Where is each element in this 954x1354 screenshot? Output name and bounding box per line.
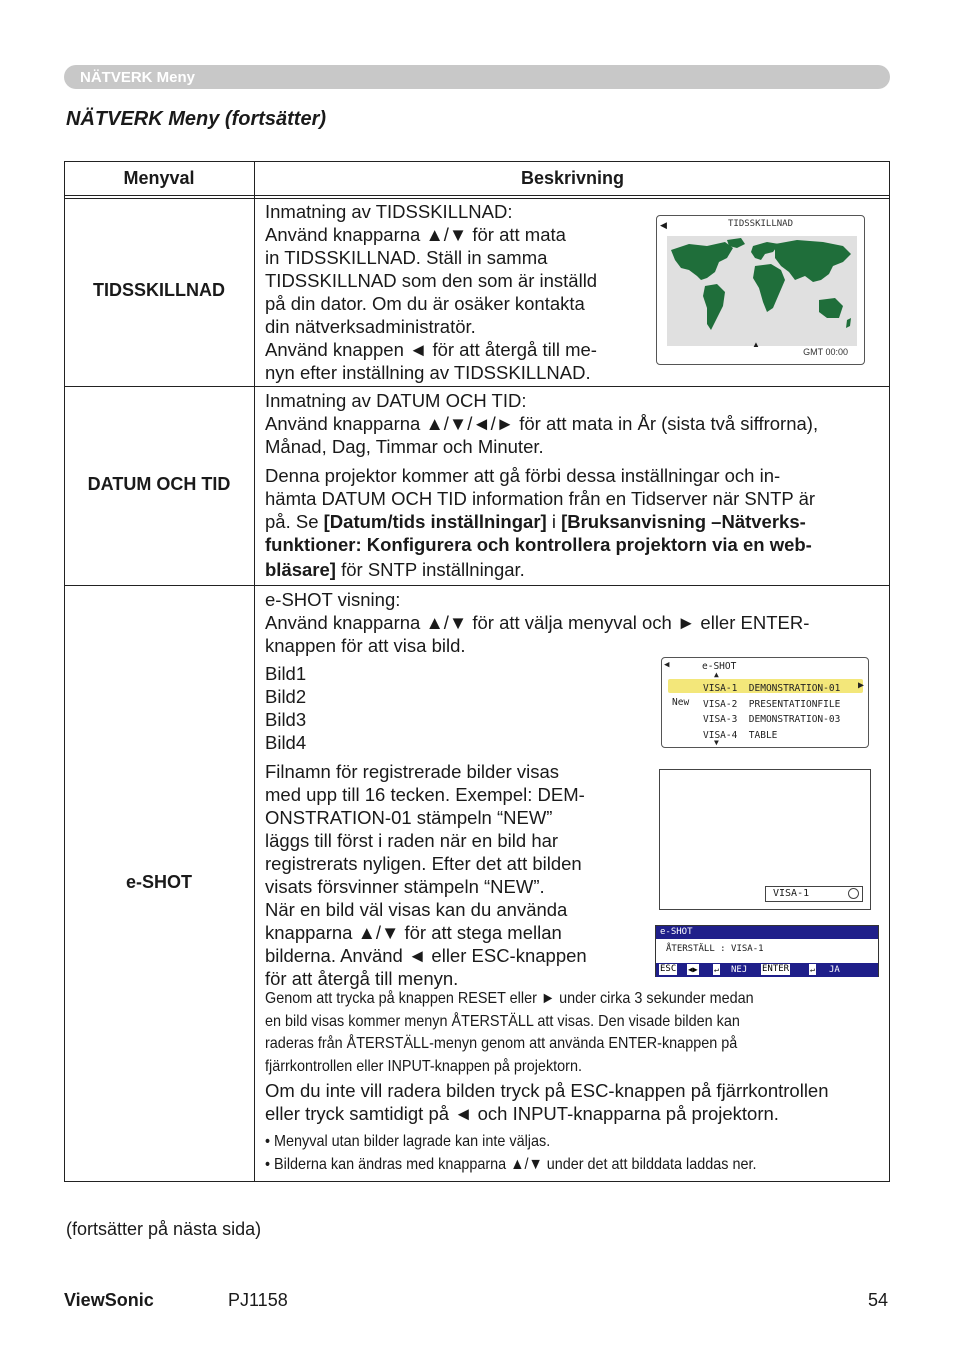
desc-line: Inmatning av TIDSSKILLNAD: [265,201,513,222]
row-item-label: DATUM OCH TID [87,474,231,494]
desc-line: på din dator. Om du är osäker kontakta [265,293,585,314]
desc-line: TIDSSKILLNAD som den som är inställd [265,270,598,291]
desc-line: för att återgå till menyn. [265,968,459,989]
sntp-paragraph [265,464,815,581]
row-description [265,389,818,458]
list-item: Bild4 [265,732,307,753]
continue-note: (fortsätter på nästa sida) [66,1219,262,1239]
desc-line: på. Se [Datum/tids inställningar] i [Bruksanvisning –Nätverks- [265,511,806,532]
desc-line: fjärrkontrollen eller INPUT-knappen på projektorn. [265,1057,582,1075]
row-item-label: e-SHOT [125,872,192,892]
section-header-label: NÄTVERK Meny [80,69,196,86]
reference-manual: [Bruksanvisning –Nätverks- [561,511,806,532]
desc-line: ONSTRATION-01 stämpeln “NEW” [265,807,553,828]
yes-button[interactable]: JA [829,965,840,975]
eshot-menu-osd [661,657,869,748]
down-arrow-icon: ▼ [714,738,719,747]
image-list [265,662,306,754]
enter-icon: ↵ [714,965,719,974]
desc-line: en bild visas kommer menyn ÅTERSTÄLL att visas. Den visade bilden kan [265,1012,740,1030]
gmt-readout: GMT 00:00 [803,347,848,357]
osd-title: e-SHOT [702,661,737,672]
timer-icon [848,888,859,899]
list-item: Bild1 [265,663,307,684]
desc-line: Inmatning av DATUM OCH TID: [265,390,527,411]
up-arrow-icon: ▲ [714,670,719,679]
list-item: Bild2 [265,686,307,707]
desc-line: hämta DATUM OCH TID information från en Tidserver när SNTP är [265,488,816,509]
list-item[interactable]: VISA-4 TABLE [703,729,778,741]
table-row-divider [64,386,890,387]
desc-line: bilderna. Använd ◄ eller ESC-knappen [265,945,587,966]
osd-title: TIDSSKILLNAD [727,219,794,229]
eshot-description [265,760,587,990]
image-label-box [765,886,863,902]
right-arrow-icon: ▶ [858,680,865,691]
bullet-list [265,1131,885,1176]
list-item: Bild3 [265,709,307,730]
cancel-note [265,1079,829,1125]
desc-line: raderas från ÅTERSTÄLL-menyn genom att använda ENTER-knappen på [265,1035,738,1052]
left-arrow-icon: ◀ [660,220,667,230]
row-description [265,200,597,384]
osd-title: e-SHOT [656,926,878,939]
desc-line: visats försvinner stämpeln “NEW”. [265,876,545,897]
desc-line: Genom att trycka på knappen RESET eller ► under cirka 3 sekunder medan [265,990,754,1007]
list-item[interactable]: VISA-2 PRESENTATIONFILE [703,698,841,710]
reset-dialog-actions [656,963,878,977]
desc-line: e-SHOT visning: [265,589,401,610]
table-header-divider [64,195,890,196]
list-item[interactable]: VISA-1 DEMONSTRATION-01 [703,683,841,694]
left-arrow-icon: ◀ [664,660,670,670]
page-number: 54 [867,1290,888,1310]
desc-line: registrerats nyligen. Efter det att bilden [265,853,582,874]
column-header-item: Menyval [123,168,195,188]
reset-dialog-osd [655,925,879,977]
desc-line: funktioner: Konfigurera och kontrollera projektorn via en web- [265,534,812,555]
up-arrow-icon: ▲ [752,340,760,349]
table-header-divider-double [64,198,890,199]
desc-line: knapparna ▲/▼ för att stega mellan [265,922,562,943]
desc-line: Använd knapparna ▲/▼ för att mata [265,224,566,245]
enter-button[interactable]: ENTER [762,964,790,974]
no-button[interactable]: NEJ [731,965,748,975]
eshot-intro [265,588,809,657]
reference-datetime-settings: [Datum/tids inställningar] [323,511,547,532]
desc-line: Om du inte vill radera bilden tryck på ESC-knappen på fjärrkontrollen [265,1080,829,1101]
desc-line: med upp till 16 tecken. Exempel: DEM- [265,784,585,805]
page-title: NÄTVERK Meny (fortsätter) [66,108,327,130]
desc-line: bläsare] för SNTP inställningar. [265,559,525,580]
world-map-icon [667,236,857,346]
desc-line: eller tryck samtidigt på ◄ och INPUT-knapparna på projektorn. [265,1103,779,1124]
desc-line: Denna projektor kommer att gå förbi dessa inställningar och in- [265,465,781,486]
column-header-description: Beskrivning [520,168,625,188]
desc-line: in TIDSSKILLNAD. Ställ in samma [265,247,548,268]
desc-line: läggs till först i raden när en bild har [265,830,559,851]
list-item: • Bilderna kan ändras med knapparna ▲/▼ under det att bilddata laddas ner. [265,1155,757,1173]
time-difference-osd [656,215,865,365]
model-name: PJ1158 [228,1290,288,1310]
reset-confirm-text: ÅTERSTÄLL : VISA-1 [666,944,764,954]
table-row-divider [64,585,890,586]
table-column-divider [254,161,255,1182]
desc-line: Filnamn för registrerade bilder visas [265,761,560,782]
desc-line: knappen för att visa bild. [265,635,466,656]
new-stamp: New [672,697,690,708]
eshot-slot-list [703,681,840,743]
reset-note [265,988,885,1078]
image-label: VISA-1 [773,888,810,899]
eshot-view-osd [659,769,871,910]
left-right-icon: ◀▶ [688,965,698,974]
enter-icon: ↵ [810,965,815,974]
esc-button[interactable]: ESC [660,964,677,974]
row-item-label: TIDSSKILLNAD [93,280,225,300]
desc-line: din nätverksadministratör. [265,316,476,337]
list-item: • Menyval utan bilder lagrade kan inte väljas. [265,1133,551,1150]
brand-name: ViewSonic [64,1290,154,1310]
desc-line: Använd knapparna ▲/▼ för att välja menyval och ► eller ENTER- [265,612,810,633]
desc-line: När en bild väl visas kan du använda [265,899,568,920]
desc-line: Månad, Dag, Timmar och Minuter. [265,436,544,457]
desc-line: Använd knapparna ▲/▼/◄/► för att mata in År (sista två siffrorna), [265,413,819,434]
desc-line: Använd knappen ◄ för att återgå till me- [265,339,597,360]
desc-line: nyn efter inställning av TIDSSKILLNAD. [265,362,591,383]
world-map [667,236,857,346]
list-item[interactable]: VISA-3 DEMONSTRATION-03 [703,714,841,725]
